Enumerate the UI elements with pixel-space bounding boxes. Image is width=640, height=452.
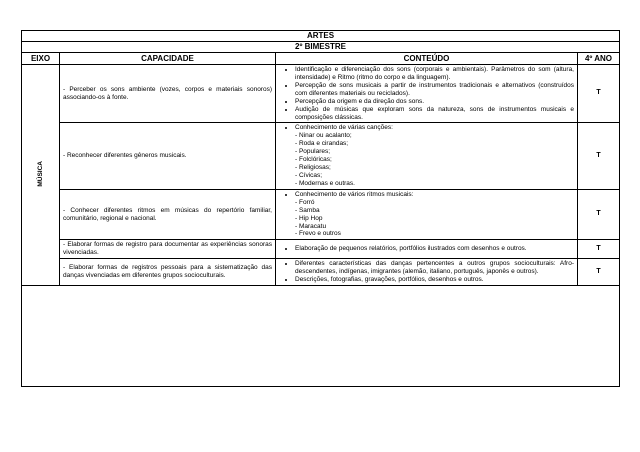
conteudo-list: [279, 66, 574, 121]
ano-cell: T: [578, 259, 620, 286]
column-header-row: [22, 53, 620, 65]
conteudo-subitem: - Folclóricas;: [295, 156, 332, 164]
conteudo-subitem: - Religiosas;: [295, 164, 331, 172]
capacidade-cell: - Reconhecer diferentes gêneros musicais.: [60, 123, 276, 189]
conteudo-item: [295, 191, 574, 239]
table-row: [22, 259, 620, 286]
conteudo-subitem: - Maracatu: [295, 222, 327, 230]
eixo-label: MÚSICA: [36, 160, 44, 187]
conteudo-list: [279, 124, 574, 187]
capacidade-cell: - Conhecer diferentes ritmos em músicas do repertório familiar, comunitário, regional e nacional.: [60, 189, 276, 240]
conteudo-cell: [276, 123, 578, 189]
table-row: [22, 240, 620, 259]
conteudo-item: [295, 124, 574, 187]
table-row: [22, 123, 620, 189]
conteudo-cell: [276, 65, 578, 123]
conteudo-subitem: - Frevo e outros: [295, 230, 341, 238]
table-row: [22, 65, 620, 123]
header-conteudo: CONTEÚDO: [276, 53, 578, 65]
capacidade-cell: - Elaborar formas de registros pessoais para a sistematização das danças vivenciadas em diferentes grupos socioculturais.: [60, 259, 276, 286]
table-row: [22, 189, 620, 240]
conteudo-heading: • Conhecimento de várias canções:: [295, 124, 393, 132]
conteudo-item: • Elaboração de pequenos relatórios, portfólios ilustrados com desenhos e outros.: [295, 245, 574, 253]
ano-cell: T: [578, 65, 620, 123]
conteudo-list: [279, 245, 574, 253]
conteudo-subitem: - Roda e cirandas;: [295, 140, 349, 148]
conteudo-cell: [276, 240, 578, 259]
conteudo-subitem: - Ninar ou acalanto;: [295, 132, 352, 140]
ano-cell: T: [578, 123, 620, 189]
conteudo-subitem: - Samba: [295, 206, 320, 214]
header-capacidade: CAPACIDADE: [60, 53, 276, 65]
table-title: ARTES: [22, 31, 620, 42]
conteudo-list: [279, 260, 574, 284]
eixo-cell: [22, 65, 60, 286]
conteudo-item: • Descrições, fotografias, gravações, portfólios, desenhos e outros.: [295, 276, 574, 284]
conteudo-heading: • Conhecimento de vários ritmos musicais:: [295, 190, 414, 198]
ano-cell: T: [578, 189, 620, 240]
table-subtitle: 2º BIMESTRE: [22, 42, 620, 53]
conteudo-subitem: - Modernas e outras.: [295, 179, 355, 187]
header-ano: 4º ANO: [578, 53, 620, 65]
capacidade-cell: - Elaborar formas de registro para documentar as experiências sonoras vivenciadas.: [60, 240, 276, 259]
header-eixo: EIXO: [22, 53, 60, 65]
conteudo-item: • Percepção de sons musicais a partir de instrumentos tradicionais e alternativos (construídos com diferentes materiais ou reciclados).: [295, 82, 574, 98]
curriculum-table: [21, 30, 620, 387]
conteudo-subitem: - Forró: [295, 198, 315, 206]
conteudo-subitem: - Cívicas;: [295, 171, 323, 179]
conteudo-item: • Identificação e diferenciação dos sons (corporais e ambientais). Parâmetros do som (altura, intensidade) e Ritmo (ritmo do corpo e da linguagem).: [295, 66, 574, 82]
conteudo-subitem: - Hip Hop: [295, 214, 323, 222]
conteudo-item: • Percepção da origem e da direção dos sons.: [295, 98, 574, 106]
conteudo-subitem: - Populares;: [295, 148, 331, 156]
capacidade-cell: - Perceber os sons ambiente (vozes, corpos e materiais sonoros) associando-os à fonte.: [60, 65, 276, 123]
conteudo-cell: [276, 189, 578, 240]
conteudo-cell: [276, 259, 578, 286]
conteudo-item: • Diferentes características das danças pertencentes a outros grupos socioculturais: Afro-descendentes, indígenas, imigrantes (alemão, italiano, português, japonês e outros).: [295, 260, 574, 276]
ano-cell: T: [578, 240, 620, 259]
conteudo-item: • Audição de músicas que exploram sons da natureza, sons de instrumentos musicais e composições clássicas.: [295, 106, 574, 122]
conteudo-list: [279, 191, 574, 239]
empty-row: [22, 285, 620, 386]
empty-cell: [22, 285, 620, 386]
